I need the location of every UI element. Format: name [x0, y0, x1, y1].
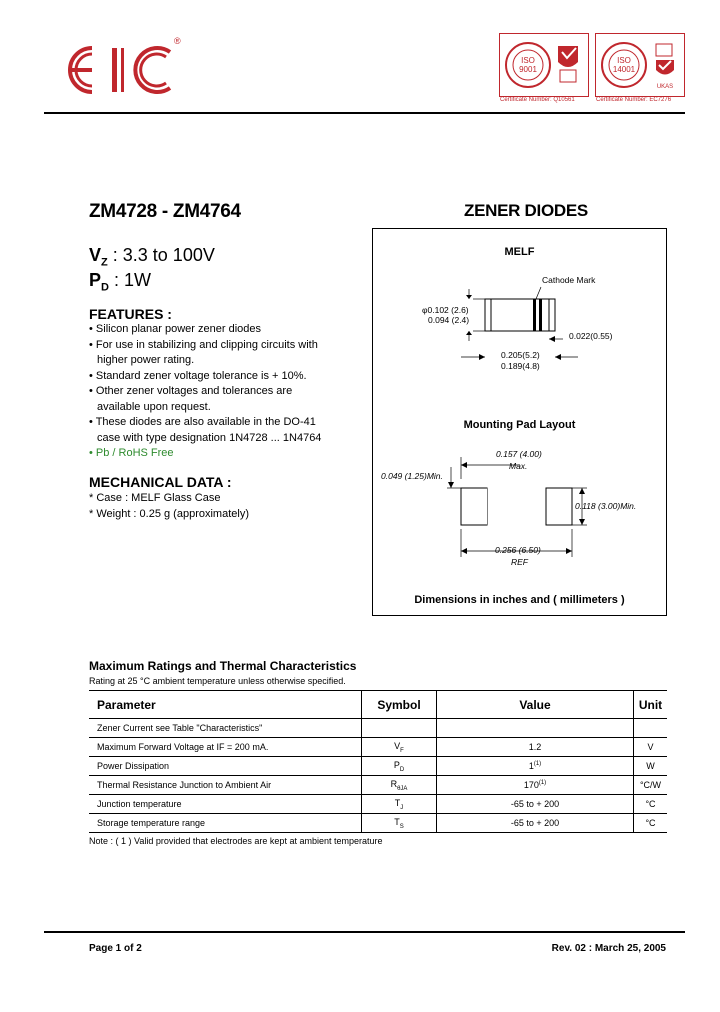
ratings-subtitle: Rating at 25 °C ambient temperature unless otherwise specified.	[89, 676, 346, 686]
header-parameter: Parameter	[89, 691, 362, 719]
pd-value: : 1W	[113, 270, 151, 290]
revision-date: Rev. 02 : March 25, 2005	[551, 943, 666, 954]
eic-logo	[62, 36, 182, 100]
cell-parameter: Storage temperature range	[89, 814, 362, 833]
cert1-label: Certificate Number: Q10561	[500, 97, 575, 103]
cell-parameter: Power Dissipation	[89, 757, 362, 776]
dimensions-note: Dimensions in inches and ( millimeters )	[414, 594, 625, 606]
footer-rule	[44, 931, 685, 933]
feature-item: • Standard zener voltage tolerance is + 10%.	[89, 369, 307, 382]
svg-text:14001: 14001	[612, 65, 636, 74]
vz-value: : 3.3 to 100V	[112, 245, 215, 265]
cathode-mark-label: Cathode Mark	[542, 275, 596, 285]
pad-width-note: Max.	[509, 461, 528, 471]
cell-unit: °C/W	[634, 776, 668, 795]
table-row	[89, 757, 667, 776]
length-max: 0.205(5.2)	[501, 350, 540, 360]
symbol-sub: S	[399, 823, 404, 830]
vz-sub: Z	[101, 256, 108, 269]
pd-sub: D	[101, 281, 109, 294]
feature-item: • Silicon planar power zener diodes	[89, 323, 262, 335]
cell-symbol	[362, 814, 437, 833]
value-main: 170	[523, 780, 539, 790]
feature-item: higher power rating.	[97, 354, 195, 366]
svg-text:ISO: ISO	[617, 56, 631, 65]
mechanical-list	[89, 491, 249, 522]
pad-width: 0.157 (4.00)	[496, 449, 542, 459]
pd-symbol: P	[89, 270, 102, 290]
mechanical-heading: MECHANICAL DATA :	[89, 474, 232, 490]
symbol-main: R	[390, 778, 398, 789]
cell-unit	[634, 719, 668, 738]
cell-unit: V	[634, 738, 668, 757]
table-row	[89, 719, 667, 738]
ratings-title: Maximum Ratings and Thermal Characteristics	[89, 659, 357, 673]
vz-spec	[89, 245, 215, 269]
pd-spec	[89, 270, 151, 294]
symbol-main: T	[394, 816, 400, 827]
page-number: Page 1 of 2	[89, 943, 142, 954]
feature-item: case with type designation 1N4728 ... 1N4764	[97, 431, 322, 444]
iso14001-badge	[595, 33, 685, 97]
cell-symbol	[362, 776, 437, 795]
pad-height: 0.049 (1.25)Min.	[381, 471, 443, 481]
value-note: (1)	[538, 780, 547, 786]
header-unit: Unit	[634, 691, 668, 719]
value-main: 1	[528, 761, 534, 771]
cell-parameter: Junction temperature	[89, 795, 362, 814]
cell-symbol	[362, 795, 437, 814]
cell-value: 1.2	[437, 738, 634, 757]
symbol-sub: D	[399, 766, 405, 773]
cell-symbol	[362, 719, 437, 738]
symbol-main: T	[394, 797, 401, 808]
mechanical-item: * Weight : 0.25 g (approximately)	[89, 507, 249, 520]
feature-item-rohs: • Pb / RoHS Free	[89, 447, 174, 459]
registered-mark: ®	[174, 36, 181, 46]
feature-item: • Other zener voltages and tolerances are	[89, 385, 293, 397]
vz-symbol: V	[89, 245, 102, 265]
svg-text:9001: 9001	[519, 65, 537, 74]
eic-logo-graphic	[62, 40, 182, 100]
cert2-label: Certificate Number: EC7276	[596, 97, 672, 103]
band-width: 0.022(0.55)	[569, 331, 613, 341]
features-list	[89, 322, 359, 462]
category-title: ZENER DIODES	[464, 201, 588, 220]
iso14001-seal-icon	[596, 34, 684, 96]
table-header-row	[89, 691, 667, 719]
cell-value: -65 to + 200	[437, 795, 634, 814]
diameter-max: φ0.102 (2.6)	[422, 305, 469, 315]
table-row	[89, 776, 667, 795]
pad-total: 0.256 (6.50)	[495, 545, 541, 555]
svg-text:UKAS: UKAS	[656, 84, 674, 90]
cell-value: -65 to + 200	[437, 814, 634, 833]
table-row	[89, 795, 667, 814]
table-row	[89, 814, 667, 833]
symbol-sub: J	[400, 804, 404, 811]
cell-value	[437, 776, 634, 795]
part-title: ZM4728 - ZM4764	[89, 201, 241, 222]
cell-value	[437, 757, 634, 776]
header-value: Value	[437, 691, 634, 719]
diameter-min: 0.094 (2.4)	[428, 315, 470, 325]
cell-unit: °C	[634, 814, 668, 833]
cell-parameter: Zener Current see Table "Characteristics"	[89, 719, 362, 738]
symbol-sub: F	[400, 747, 404, 754]
pad-gap: 0.118 (3.00)Min.	[575, 501, 637, 511]
cell-symbol	[362, 738, 437, 757]
symbol-main: P	[393, 759, 400, 770]
table-note: Note : ( 1 ) Valid provided that electrodes are kept at ambient temperature	[89, 836, 383, 846]
svg-text:ISO: ISO	[521, 56, 535, 65]
pad-layout-title: Mounting Pad Layout	[463, 419, 576, 431]
iso9001-badge	[499, 33, 589, 97]
iso9001-seal-icon	[500, 34, 588, 96]
pad-total-note: REF	[511, 557, 528, 567]
feature-item: • These diodes are also available in the DO-41	[89, 416, 316, 428]
cell-parameter: Maximum Forward Voltage at IF = 200 mA.	[89, 738, 362, 757]
cell-unit: °C	[634, 795, 668, 814]
length-min: 0.189(4.8)	[501, 361, 540, 371]
value-note: (1)	[533, 761, 542, 767]
feature-item: available upon request.	[97, 400, 211, 413]
header-rule	[44, 112, 685, 114]
cell-value	[437, 719, 634, 738]
table-row	[89, 738, 667, 757]
feature-item: • For use in stabilizing and clipping circuits with	[89, 338, 318, 351]
header-symbol: Symbol	[362, 691, 437, 719]
symbol-sub: θJA	[397, 785, 408, 792]
cell-parameter: Thermal Resistance Junction to Ambient Air	[89, 776, 362, 795]
features-heading: FEATURES :	[89, 306, 172, 322]
ratings-table	[89, 690, 667, 833]
cell-symbol	[362, 757, 437, 776]
mechanical-item: * Case : MELF Glass Case	[89, 492, 221, 504]
package-diagram-box	[372, 228, 667, 616]
symbol-main: V	[394, 740, 401, 751]
package-name: MELF	[504, 246, 535, 258]
cell-unit: W	[634, 757, 668, 776]
